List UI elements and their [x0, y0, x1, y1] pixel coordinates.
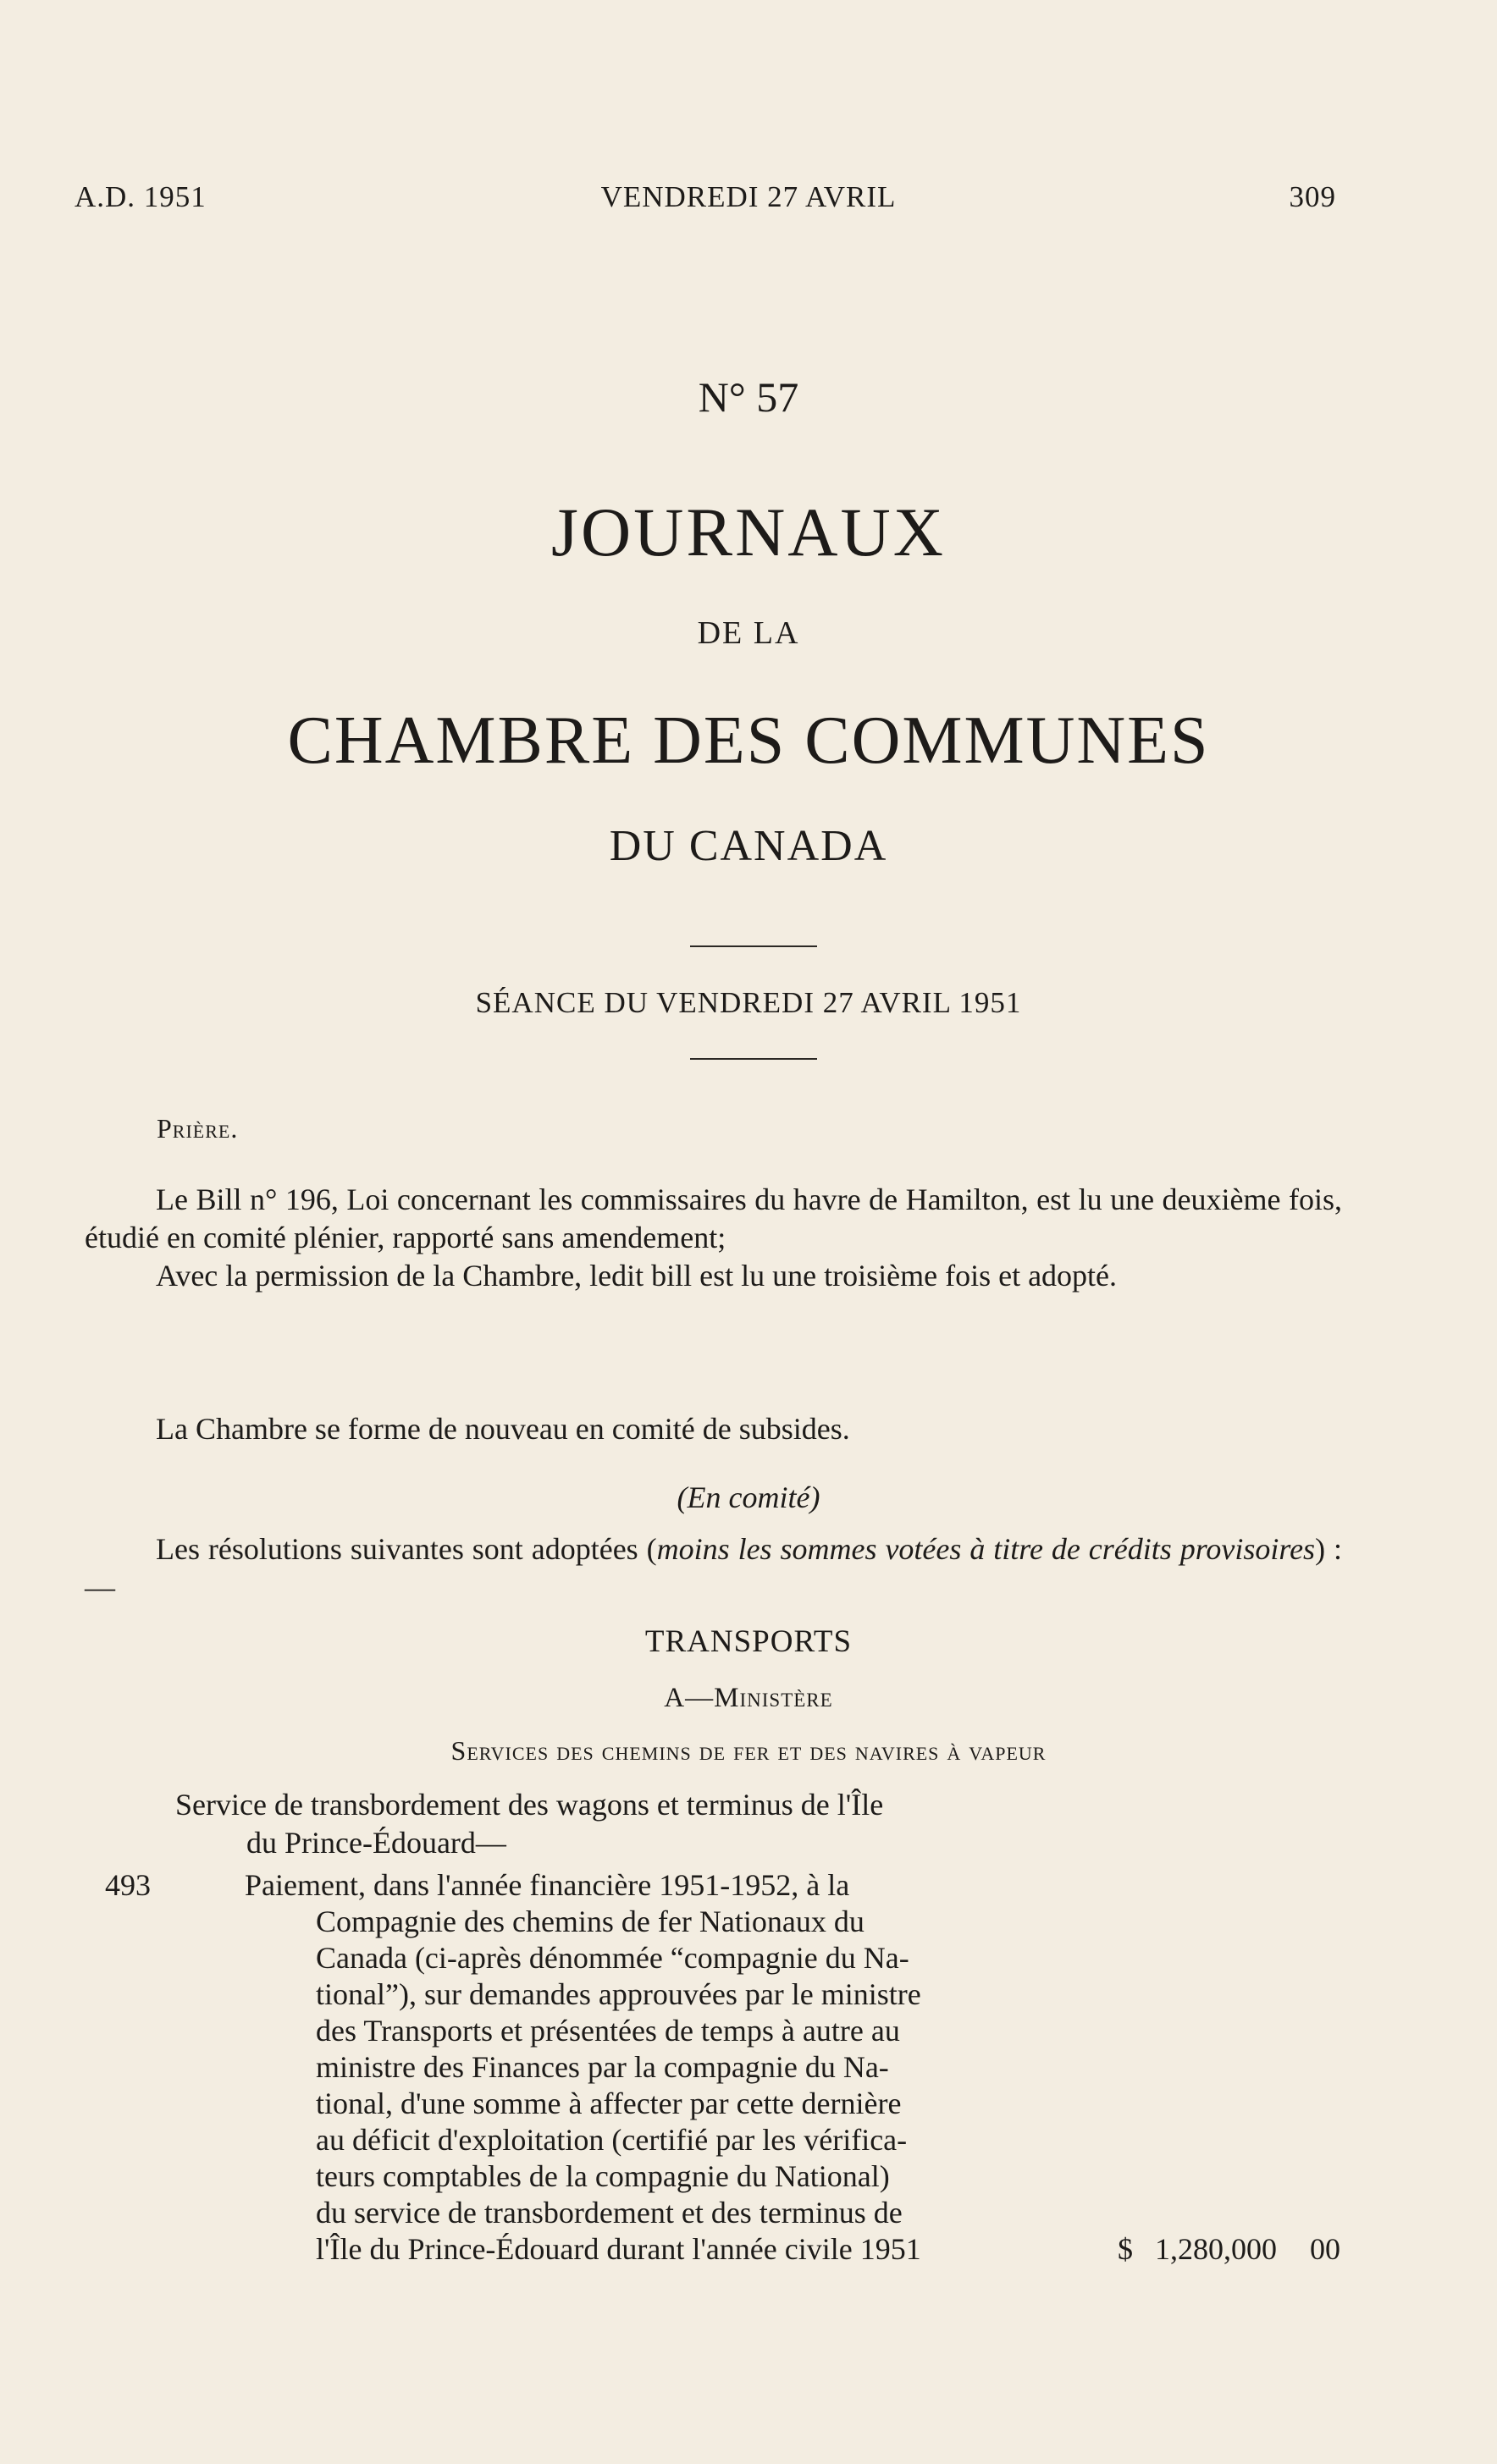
paragraph-committee: La Chambre se forme de nouveau en comité de subsides. [156, 1412, 850, 1446]
subsection-services: Services des chemins de fer et des navires à vapeur [450, 1735, 1047, 1766]
vote-line: Paiement, dans l'année financière 1951-1952, à la [245, 1868, 850, 1902]
vote-line: du service de transbordement et des terminus de [316, 2196, 903, 2230]
dollar-sign: $ [1118, 2232, 1133, 2266]
paragraph-third-reading: Avec la permission de la Chambre, ledit bill est lu une troisième fois et adopté. [156, 1259, 1118, 1293]
vote-line: ministre des Finances par la compagnie du Na- [316, 2050, 889, 2084]
title-journaux: JOURNAUX [551, 493, 946, 571]
vote-line: Canada (ci-après dénommée “compagnie du Na- [316, 1941, 909, 1975]
page-number: 309 [1289, 180, 1336, 213]
paragraph-resolutions [85, 1530, 1342, 1607]
header-year: A.D. 1951 [75, 180, 207, 213]
paragraph-bill-196: Le Bill n° 196, Loi concernant les commissaires du havre de Hamilton, est lu une deuxième fois, étudié en comité plénier, rapporté sans amendement; [85, 1182, 1342, 1254]
vote-line: l'Île du Prince-Édouard durant l'année civile 1951 [316, 2232, 921, 2266]
subsection-ministere: A—Ministère [664, 1683, 833, 1713]
header-date: VENDREDI 27 AVRIL [600, 180, 897, 213]
vote-line: tional”), sur demandes approuvées par le ministre [316, 1977, 921, 2011]
vote-line: teurs comptables de la compagnie du National) [316, 2159, 890, 2193]
resolutions-text-italic: moins les sommes votées à titre de crédits provisoires [656, 1532, 1316, 1566]
issue-number: N° 57 [698, 373, 799, 421]
title-chambre: CHAMBRE DES COMMUNES [287, 703, 1210, 778]
seance-heading: SÉANCE DU VENDREDI 27 AVRIL 1951 [475, 986, 1022, 1019]
title-du-canada: DU CANADA [609, 822, 888, 870]
vote-number: 493 [105, 1868, 151, 1902]
service-title-line-2: du Prince-Édouard— [246, 1826, 506, 1860]
service-title-line-1: Service de transbordement des wagons et terminus de l'Île [175, 1788, 884, 1822]
vote-line: des Transports et présentées de temps à autre au [316, 2014, 900, 2048]
resolutions-text-c: ) :— [85, 1532, 1342, 1604]
service-title [175, 1786, 1107, 1862]
vote-amount: 1,280,000 [1155, 2232, 1277, 2266]
title-de-la: DE LA [697, 615, 800, 651]
en-comite-heading: (En comité) [677, 1480, 820, 1514]
divider-bottom [690, 1058, 817, 1060]
section-transports: TRANSPORTS [644, 1624, 853, 1659]
margin-note-priere: Prière. [157, 1113, 239, 1144]
vote-line: tional, d'une somme à affecter par cette dernière [316, 2086, 902, 2120]
vote-line: au déficit d'exploitation (certifié par les vérifica- [316, 2123, 908, 2157]
vote-text [245, 1867, 1100, 2268]
resolutions-text-a: Les résolutions suivantes sont adoptées ( [156, 1532, 657, 1566]
divider-top [690, 945, 817, 947]
vote-line: Compagnie des chemins de fer Nationaux du [316, 1905, 865, 1938]
vote-cents: 00 [1310, 2232, 1340, 2266]
